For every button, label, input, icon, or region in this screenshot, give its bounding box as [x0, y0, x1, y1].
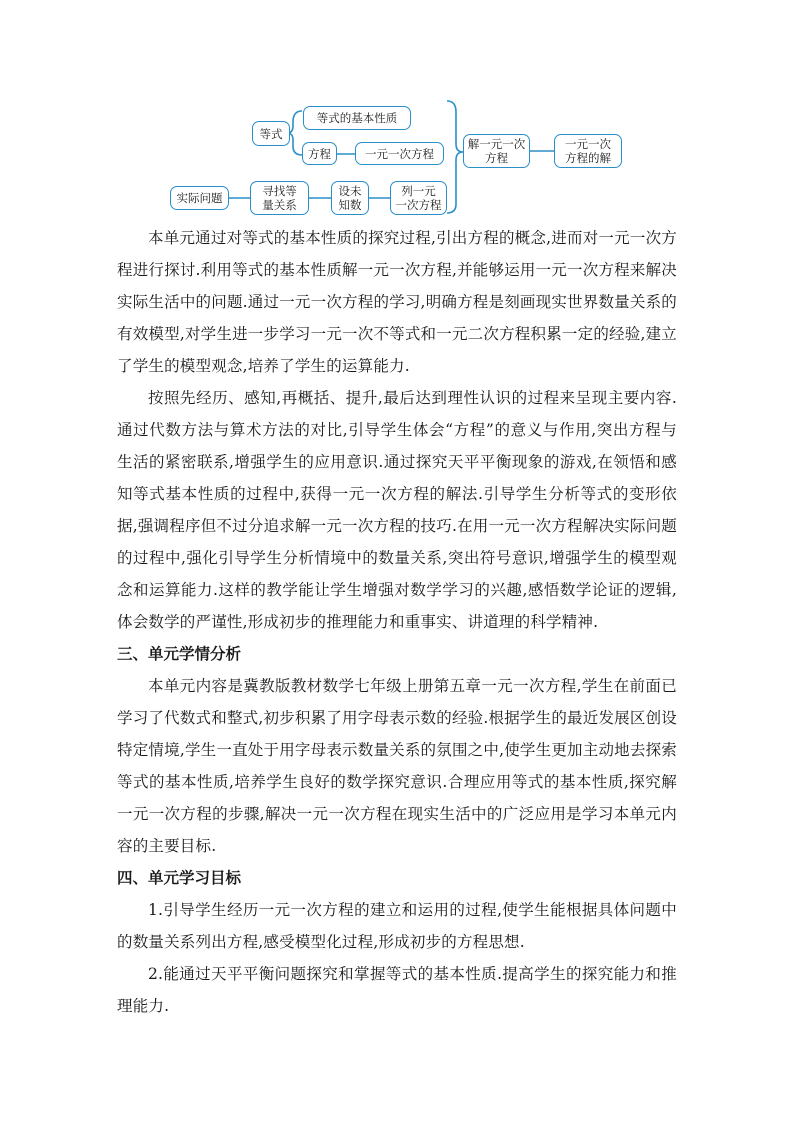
concept-diagram	[0, 0, 794, 220]
paragraph-content-presentation: 按照先经历、感知,再概括、提升,最后达到理性认识的过程来呈现主要内容.通过代数方法与算术方法的对比,引导学生体会“方程”的意义与作用,突出方程与生活的紧密联系,增强学生的应用意识.通过探究天平平衡现象的游戏,在领悟和感知等式基本性质的过程中,获得一元一次方程的解法.引导学生分析等式的变形依据,强调程序但不过分追求解一元一次方程的技巧.在用一元一次方程解决实际问题的过程中,强化引导学生分析情境中的数量关系,突出符号意识,增强学生的模型观念和运算能力.这样的教学能让学生增强对数学学习的兴趣,感悟数学论证的逻辑,体会数学的严谨性,形成初步的推理能力和重事实、讲道理的科学精神.	[117, 389, 677, 631]
section-heading-learning-goals: 四、单元学习目标	[117, 869, 242, 887]
node-label-line2: 方程	[485, 151, 508, 165]
node-real-problem	[170, 186, 229, 210]
section-heading-learning-analysis: 三、单元学情分析	[117, 645, 242, 663]
node-label: 等式	[259, 126, 283, 141]
node-label-line2: 方程的解	[565, 151, 611, 165]
node-solve-linear	[463, 134, 530, 168]
node-label-line2: 一次方程	[395, 198, 442, 212]
node-label-line2: 知数	[338, 198, 362, 212]
node-label-line1: 设未	[338, 184, 362, 198]
node-set-unknown	[331, 181, 369, 215]
node-equation	[302, 142, 337, 165]
document-body	[117, 222, 677, 1022]
node-list-equation	[390, 181, 447, 215]
node-label-line1: 解一元一次	[467, 137, 526, 151]
learning-goal-1: 1.引导学生经历一元一次方程的建立和运用的过程,使学生能根据具体问题中的数量关系列出方程,感受模型化过程,形成初步的方程思想.	[117, 901, 677, 951]
node-label-line1: 列一元	[401, 184, 436, 198]
node-label-line1: 一元一次	[565, 137, 611, 151]
node-linear-equation	[355, 142, 444, 165]
paragraph-learning-analysis: 本单元内容是冀教版教材数学七年级上册第五章一元一次方程,学生在前面已学习了代数式和整式,初步积累了用字母表示数的经验.根据学生的最近发展区创设特定情境,学生一直处于用字母表示数量关系的氛围之中,使学生更加主动地去探索等式的基本性质,培养学生良好的数学探究意识.合理应用等式的基本性质,探究解一元一次方程的步骤,解决一元一次方程在现实生活中的广泛应用是学习本单元内容的主要目标.	[117, 677, 677, 855]
node-label-line1: 寻找等	[262, 184, 297, 198]
paragraph-unit-overview: 本单元通过对等式的基本性质的探究过程,引出方程的概念,进而对一元一次方程进行探讨.利用等式的基本性质解一元一次方程,并能够运用一元一次方程来解决实际生活中的问题.通过一元一次方程的学习,明确方程是刻画现实世界数量关系的有效模型,对学生进一步学习一元一次不等式和一元二次方程积累一定的经验,建立了学生的模型观念,培养了学生的运算能力.	[117, 229, 677, 375]
learning-goal-2: 2.能通过天平平衡问题探究和掌握等式的基本性质.提高学生的探究能力和推理能力.	[117, 965, 677, 1015]
node-label: 方程	[308, 146, 331, 161]
node-find-relation	[250, 181, 309, 215]
node-basic-property	[303, 106, 411, 130]
node-label: 一元一次方程	[365, 146, 434, 161]
node-label-line2: 量关系	[262, 198, 297, 212]
node-label: 实际问题	[176, 191, 223, 205]
node-label: 等式的基本性质	[316, 111, 398, 125]
node-linear-solution	[554, 134, 622, 168]
node-equation-equality	[252, 121, 290, 146]
